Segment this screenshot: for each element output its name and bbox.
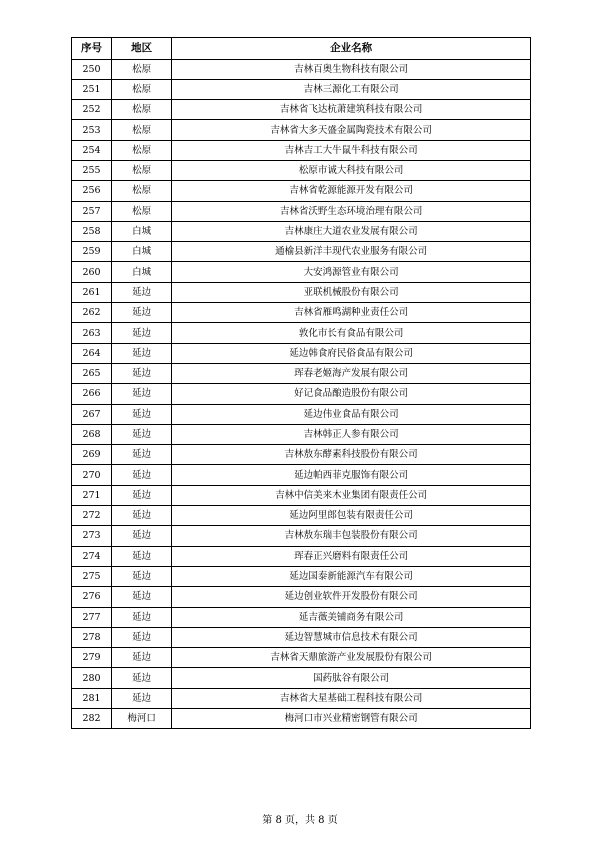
table-row	[72, 140, 531, 160]
cell-index: 251	[72, 79, 112, 99]
table-row	[72, 242, 531, 262]
cell-region: 延边	[112, 485, 172, 505]
cell-index: 264	[72, 343, 112, 363]
cell-region: 松原	[112, 201, 172, 221]
cell-index: 255	[72, 160, 112, 180]
cell-region: 延边	[112, 526, 172, 546]
cell-company-name: 吉林中信美来木业集团有限责任公司	[172, 485, 531, 505]
table-row	[72, 627, 531, 647]
table-row	[72, 546, 531, 566]
cell-company-name: 吉林省大星基础工程科技有限公司	[172, 688, 531, 708]
table-row	[72, 181, 531, 201]
table-row	[72, 384, 531, 404]
cell-company-name: 梅河口市兴业精密钢管有限公司	[172, 709, 531, 729]
cell-index: 281	[72, 688, 112, 708]
table-row	[72, 587, 531, 607]
cell-company-name: 珲春正兴磨料有限责任公司	[172, 546, 531, 566]
cell-index: 257	[72, 201, 112, 221]
cell-index: 271	[72, 485, 112, 505]
cell-company-name: 延边智慧城市信息技术有限公司	[172, 627, 531, 647]
cell-region: 延边	[112, 587, 172, 607]
cell-region: 延边	[112, 546, 172, 566]
table-row	[72, 201, 531, 221]
cell-index: 276	[72, 587, 112, 607]
cell-index: 270	[72, 465, 112, 485]
cell-region: 松原	[112, 181, 172, 201]
table-row	[72, 424, 531, 444]
cell-company-name: 延边国泰新能源汽车有限公司	[172, 566, 531, 586]
header-company-name: 企业名称	[172, 38, 531, 60]
cell-region: 延边	[112, 688, 172, 708]
cell-index: 282	[72, 709, 112, 729]
cell-company-name: 吉林康庄大道农业发展有限公司	[172, 221, 531, 241]
table-row	[72, 506, 531, 526]
table-row	[72, 282, 531, 302]
cell-company-name: 珲春老姬海产发展有限公司	[172, 363, 531, 383]
cell-company-name: 吉林吉工大牛鼠牛科技有限公司	[172, 140, 531, 160]
cell-index: 258	[72, 221, 112, 241]
cell-index: 253	[72, 120, 112, 140]
cell-company-name: 吉林省飞达杭萧建筑科技有限公司	[172, 100, 531, 120]
cell-region: 延边	[112, 465, 172, 485]
table-row	[72, 59, 531, 79]
table-row	[72, 79, 531, 99]
cell-index: 252	[72, 100, 112, 120]
cell-region: 松原	[112, 160, 172, 180]
page-footer: 第 8 页，共 8 页	[262, 815, 338, 826]
cell-index: 274	[72, 546, 112, 566]
cell-company-name: 吉林省沃野生态环境治理有限公司	[172, 201, 531, 221]
enterprise-table	[71, 37, 531, 729]
cell-region: 松原	[112, 79, 172, 99]
cell-index: 275	[72, 566, 112, 586]
cell-region: 延边	[112, 303, 172, 323]
cell-company-name: 吉林敖东瑞丰包装股份有限公司	[172, 526, 531, 546]
cell-index: 280	[72, 668, 112, 688]
header-region: 地区	[112, 38, 172, 60]
cell-company-name: 吉林省乾源能源开发有限公司	[172, 181, 531, 201]
cell-index: 263	[72, 323, 112, 343]
table-header-row	[72, 38, 531, 60]
cell-company-name: 好记食品酿造股份有限公司	[172, 384, 531, 404]
cell-index: 260	[72, 262, 112, 282]
table-row	[72, 160, 531, 180]
cell-company-name: 吉林省雁鸣湖种业责任公司	[172, 303, 531, 323]
cell-region: 白城	[112, 221, 172, 241]
cell-company-name: 通榆县新洋丰现代农业服务有限公司	[172, 242, 531, 262]
cell-region: 白城	[112, 262, 172, 282]
cell-region: 延边	[112, 566, 172, 586]
cell-company-name: 松原市诚大科技有限公司	[172, 160, 531, 180]
table-row	[72, 404, 531, 424]
cell-company-name: 延边帕西菲克服饰有限公司	[172, 465, 531, 485]
cell-region: 延边	[112, 384, 172, 404]
cell-company-name: 大安鸿源管业有限公司	[172, 262, 531, 282]
table-row	[72, 709, 531, 729]
cell-company-name: 延边伟业食品有限公司	[172, 404, 531, 424]
cell-index: 250	[72, 59, 112, 79]
cell-region: 延边	[112, 363, 172, 383]
cell-company-name: 吉林韩正人参有限公司	[172, 424, 531, 444]
cell-region: 延边	[112, 424, 172, 444]
table-row	[72, 303, 531, 323]
table-row	[72, 648, 531, 668]
table-row	[72, 668, 531, 688]
cell-index: 261	[72, 282, 112, 302]
table-row	[72, 566, 531, 586]
table-row	[72, 262, 531, 282]
cell-region: 延边	[112, 404, 172, 424]
cell-company-name: 延吉薇美铺商务有限公司	[172, 607, 531, 627]
cell-region: 延边	[112, 323, 172, 343]
cell-index: 266	[72, 384, 112, 404]
cell-region: 梅河口	[112, 709, 172, 729]
cell-index: 267	[72, 404, 112, 424]
cell-region: 延边	[112, 607, 172, 627]
cell-index: 259	[72, 242, 112, 262]
cell-index: 254	[72, 140, 112, 160]
cell-company-name: 吉林省天鼎旅游产业发展股份有限公司	[172, 648, 531, 668]
cell-company-name: 吉林三源化工有限公司	[172, 79, 531, 99]
cell-company-name: 吉林省大多天盛金属陶瓷技术有限公司	[172, 120, 531, 140]
cell-company-name: 延边韩食府民俗食品有限公司	[172, 343, 531, 363]
cell-index: 256	[72, 181, 112, 201]
header-index: 序号	[72, 38, 112, 60]
table-row	[72, 445, 531, 465]
cell-company-name: 延边阿里郎包装有限责任公司	[172, 506, 531, 526]
cell-region: 松原	[112, 120, 172, 140]
cell-region: 延边	[112, 343, 172, 363]
table-row	[72, 363, 531, 383]
cell-region: 延边	[112, 445, 172, 465]
cell-region: 延边	[112, 627, 172, 647]
table-row	[72, 526, 531, 546]
cell-region: 延边	[112, 282, 172, 302]
cell-index: 262	[72, 303, 112, 323]
cell-index: 279	[72, 648, 112, 668]
cell-index: 268	[72, 424, 112, 444]
cell-index: 272	[72, 506, 112, 526]
table-row	[72, 688, 531, 708]
table-row	[72, 607, 531, 627]
cell-company-name: 吉林百奥生物科技有限公司	[172, 59, 531, 79]
cell-company-name: 国药肽谷有限公司	[172, 668, 531, 688]
table-row	[72, 485, 531, 505]
cell-region: 延边	[112, 506, 172, 526]
cell-company-name: 亚联机械股份有限公司	[172, 282, 531, 302]
table-row	[72, 465, 531, 485]
cell-region: 延边	[112, 668, 172, 688]
cell-region: 延边	[112, 648, 172, 668]
cell-index: 278	[72, 627, 112, 647]
cell-region: 白城	[112, 242, 172, 262]
table-row	[72, 343, 531, 363]
cell-company-name: 敦化市长有食品有限公司	[172, 323, 531, 343]
table-row	[72, 221, 531, 241]
cell-region: 松原	[112, 100, 172, 120]
table-row	[72, 120, 531, 140]
cell-index: 269	[72, 445, 112, 465]
cell-company-name: 吉林敖东酵素科技股份有限公司	[172, 445, 531, 465]
table-row	[72, 100, 531, 120]
cell-index: 273	[72, 526, 112, 546]
cell-index: 265	[72, 363, 112, 383]
cell-index: 277	[72, 607, 112, 627]
table-row	[72, 323, 531, 343]
cell-region: 松原	[112, 59, 172, 79]
cell-region: 松原	[112, 140, 172, 160]
cell-company-name: 延边创业软件开发股份有限公司	[172, 587, 531, 607]
